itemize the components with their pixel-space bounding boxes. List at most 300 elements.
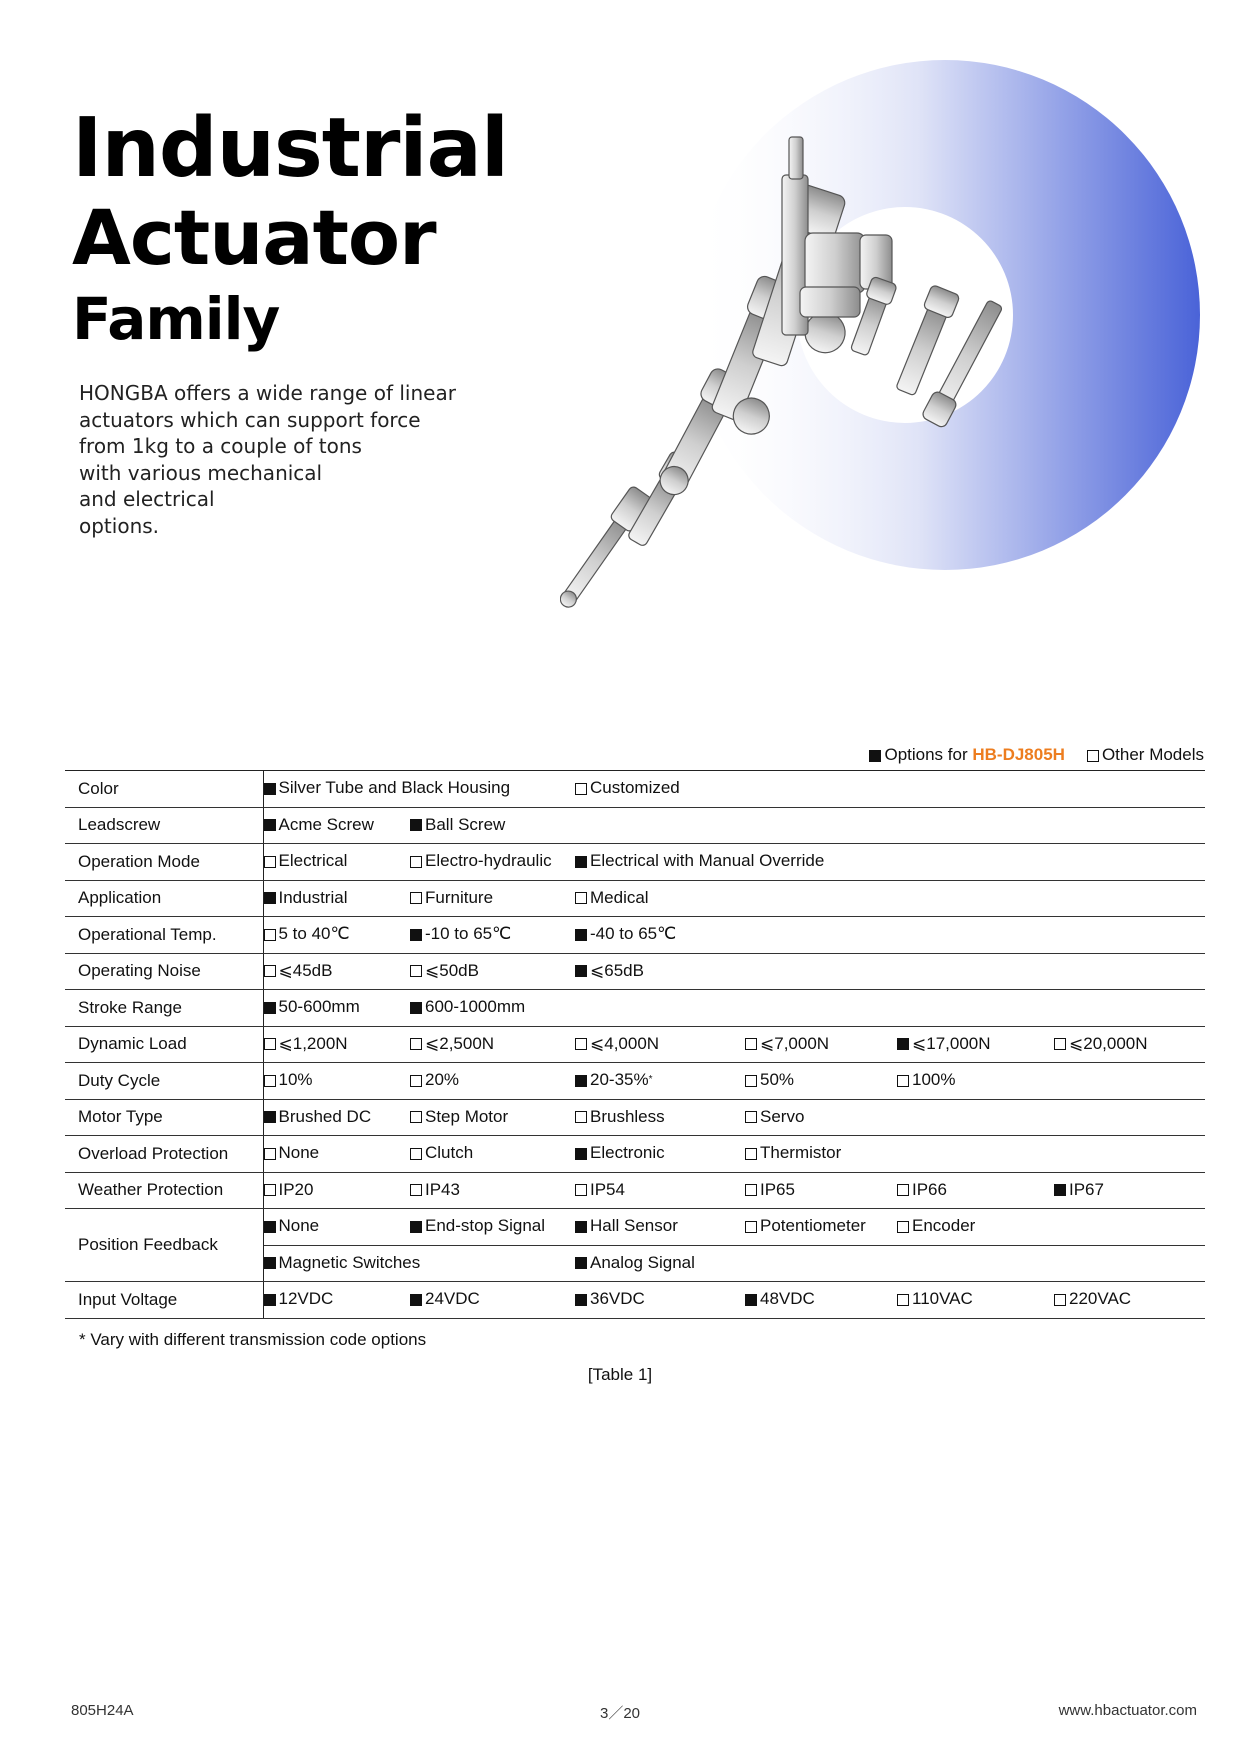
option-text: 5 to 40℃ <box>278 924 350 943</box>
option <box>745 1289 815 1309</box>
option-text: Industrial <box>278 887 348 907</box>
empty-cell <box>1054 771 1205 808</box>
option-cell <box>410 990 575 1027</box>
option-text: Clutch <box>425 1143 474 1162</box>
option-cell <box>575 844 1054 881</box>
empty-checkbox-icon <box>897 1294 909 1306</box>
option-text: 36VDC <box>590 1289 645 1308</box>
empty-checkbox-icon <box>264 965 276 977</box>
option-cell <box>410 953 575 990</box>
spec-label: Color <box>65 771 263 808</box>
option-cell <box>575 953 745 990</box>
option-cell <box>410 1063 575 1100</box>
empty-checkbox-icon <box>410 1148 422 1160</box>
spec-row <box>65 990 1205 1027</box>
option-cell <box>410 1172 575 1209</box>
option-text: Brushed DC <box>278 1106 372 1126</box>
option <box>897 1070 955 1090</box>
option-cell <box>410 917 575 954</box>
spec-label: Dynamic Load <box>65 1026 263 1063</box>
empty-cell <box>745 953 897 990</box>
filled-checkbox-icon <box>410 1002 422 1014</box>
option <box>745 1107 804 1127</box>
hero-graphic <box>560 55 1200 635</box>
spec-row <box>65 1209 1205 1246</box>
empty-cell <box>897 880 1054 917</box>
option-cell <box>263 917 410 954</box>
filled-checkbox-icon <box>745 1294 757 1306</box>
option <box>575 924 676 944</box>
option-cell <box>1054 1172 1205 1209</box>
option-cell <box>263 807 410 844</box>
actuator-small <box>560 485 654 613</box>
empty-cell <box>1054 844 1205 881</box>
option-cell <box>745 1063 897 1100</box>
option-text: -10 to 65℃ <box>425 924 512 943</box>
options-legend <box>869 745 1204 765</box>
filled-checkbox-icon <box>575 1075 587 1087</box>
filled-checkbox-icon <box>264 783 276 795</box>
option-text: IP66 <box>912 1179 947 1199</box>
intro-line: actuators which can support force <box>79 407 421 432</box>
spec-label: Input Voltage <box>65 1282 263 1319</box>
option-cell <box>410 1026 575 1063</box>
option <box>410 1034 494 1054</box>
option-text: 110VAC <box>912 1289 973 1308</box>
option <box>410 1143 473 1163</box>
filled-checkbox-icon <box>264 1257 276 1269</box>
option-cell <box>745 1282 897 1319</box>
spec-row <box>65 807 1205 844</box>
empty-checkbox-icon <box>264 929 276 941</box>
option <box>1054 1180 1104 1200</box>
empty-checkbox-icon <box>575 892 587 904</box>
spec-label: Application <box>65 880 263 917</box>
spec-label: Operating Noise <box>65 953 263 990</box>
option-text: Encoder <box>912 1216 976 1235</box>
option-cell <box>575 880 745 917</box>
option-text: Medical <box>590 887 649 907</box>
option-cell <box>897 1063 1054 1100</box>
option-cell <box>575 1172 745 1209</box>
empty-cell <box>745 807 897 844</box>
option-text: End-stop Signal <box>425 1216 546 1235</box>
option-cell <box>575 1282 745 1319</box>
empty-checkbox-icon <box>745 1038 757 1050</box>
spec-row <box>65 1099 1205 1136</box>
option-cell <box>897 1209 1054 1246</box>
option <box>264 815 374 835</box>
option <box>264 1253 421 1273</box>
option-text: Silver Tube and Black Housing <box>278 778 511 797</box>
option-text: Electronic <box>590 1143 665 1162</box>
option <box>575 1289 645 1309</box>
option <box>575 1216 678 1236</box>
option <box>410 851 552 871</box>
empty-checkbox-icon <box>410 892 422 904</box>
spec-row <box>65 1136 1205 1173</box>
empty-cell <box>1054 880 1205 917</box>
option-text: 50% <box>760 1070 795 1089</box>
option-text: ⩽1,200N <box>278 1033 348 1053</box>
option-cell <box>897 1282 1054 1319</box>
intro-line: with various mechanical <box>79 460 323 485</box>
spec-row <box>65 917 1205 954</box>
filled-checkbox-icon <box>897 1038 909 1050</box>
option <box>410 1289 480 1309</box>
option-text: ⩽20,000N <box>1069 1033 1148 1053</box>
empty-cell <box>897 1136 1054 1173</box>
empty-cell <box>1054 1209 1205 1246</box>
option-text: IP67 <box>1069 1179 1104 1199</box>
option <box>264 1107 372 1127</box>
option-cell <box>263 1209 410 1246</box>
option-text: Electrical with Manual Override <box>590 851 825 870</box>
filled-checkbox-icon <box>264 1221 276 1233</box>
empty-cell <box>897 990 1054 1027</box>
filled-checkbox-icon <box>264 819 276 831</box>
option <box>575 961 644 981</box>
spec-row <box>65 844 1205 881</box>
option-text: IP54 <box>590 1179 625 1199</box>
empty-checkbox-icon <box>745 1148 757 1160</box>
legend-other-text: Other Models <box>1101 745 1204 764</box>
option-cell <box>263 1136 410 1173</box>
option-cell <box>263 844 410 881</box>
option-text: Customized <box>590 778 680 797</box>
option-text: Potentiometer <box>760 1216 866 1235</box>
filled-checkbox-icon <box>575 1294 587 1306</box>
option <box>410 1180 460 1200</box>
option <box>264 1180 314 1200</box>
option <box>264 1289 334 1309</box>
empty-checkbox-icon <box>410 1111 422 1123</box>
option <box>264 888 348 908</box>
option <box>264 1143 320 1163</box>
empty-cell <box>575 807 745 844</box>
empty-checkbox-icon <box>575 1038 587 1050</box>
option <box>745 1216 866 1236</box>
filled-checkbox-icon <box>410 1294 422 1306</box>
spec-label: Motor Type <box>65 1099 263 1136</box>
option-text: Ball Screw <box>425 814 506 834</box>
option <box>410 1070 459 1090</box>
option <box>410 961 479 981</box>
spec-label: Duty Cycle <box>65 1063 263 1100</box>
empty-cell <box>897 1245 1054 1282</box>
empty-checkbox-icon <box>897 1184 909 1196</box>
option <box>575 1180 625 1200</box>
empty-checkbox-icon <box>264 856 276 868</box>
empty-cell <box>1054 917 1205 954</box>
option <box>745 1143 841 1163</box>
option <box>410 924 511 944</box>
option-cell <box>410 807 575 844</box>
empty-checkbox-icon <box>264 1184 276 1196</box>
empty-checkbox-icon <box>575 1184 587 1196</box>
spec-row <box>65 953 1205 990</box>
option-text: 220VAC <box>1069 1289 1132 1308</box>
option-text: 48VDC <box>760 1289 815 1308</box>
empty-cell <box>575 990 745 1027</box>
model-name: HB-DJ805H <box>972 745 1065 764</box>
option-text: None <box>278 1216 320 1235</box>
empty-cell <box>1054 1063 1205 1100</box>
option-cell <box>263 1026 410 1063</box>
option-cell <box>263 953 410 990</box>
option-text: 20-35% <box>590 1070 649 1089</box>
option <box>575 851 824 871</box>
empty-cell <box>897 953 1054 990</box>
option-text: Electrical <box>278 851 348 870</box>
option-text: Electro-hydraulic <box>425 851 552 870</box>
legend-selected <box>869 745 1064 765</box>
filled-checkbox-icon <box>869 750 881 762</box>
option <box>745 1070 794 1090</box>
empty-checkbox-icon <box>575 1111 587 1123</box>
option-text: ⩽2,500N <box>425 1033 495 1053</box>
option-text: ⩽65dB <box>590 960 644 980</box>
option-cell <box>410 880 575 917</box>
empty-checkbox-icon <box>745 1075 757 1087</box>
spec-label: Overload Protection <box>65 1136 263 1173</box>
option-text: ⩽4,000N <box>590 1033 660 1053</box>
actuator-family-illustration <box>560 55 1200 635</box>
document-code: 805H24A <box>71 1702 134 1719</box>
filled-checkbox-icon <box>575 965 587 977</box>
option <box>575 1143 665 1163</box>
option-text: ⩽7,000N <box>760 1033 830 1053</box>
option <box>264 778 511 798</box>
option <box>410 997 525 1017</box>
intro-line: and electrical <box>79 487 215 511</box>
spec-row <box>65 771 1205 808</box>
specification-table-body <box>65 771 1205 1319</box>
spec-row <box>65 1063 1205 1100</box>
spec-row <box>65 1172 1205 1209</box>
option <box>575 1107 665 1127</box>
option-text: Hall Sensor <box>590 1216 678 1235</box>
filled-checkbox-icon <box>575 1221 587 1233</box>
option-text: Brushless <box>590 1106 665 1126</box>
intro-line: HONGBA offers a wide range of linear <box>79 381 456 405</box>
title-line-2: Actuator <box>72 193 436 282</box>
option-cell <box>263 1172 410 1209</box>
option <box>264 1216 320 1236</box>
option-text: 20% <box>425 1070 460 1089</box>
empty-checkbox-icon <box>264 1038 276 1050</box>
empty-cell <box>745 917 897 954</box>
option <box>897 1289 973 1309</box>
filled-checkbox-icon <box>410 819 422 831</box>
empty-checkbox-icon <box>410 1184 422 1196</box>
filled-checkbox-icon <box>264 1294 276 1306</box>
option-cell <box>1054 1026 1205 1063</box>
option-cell <box>745 1172 897 1209</box>
option <box>897 1216 975 1236</box>
option-text: Step Motor <box>425 1106 509 1126</box>
option-cell <box>263 1099 410 1136</box>
empty-checkbox-icon <box>745 1184 757 1196</box>
option <box>410 888 493 908</box>
legend-selected-text: Options for <box>884 745 968 764</box>
option-cell <box>745 1209 897 1246</box>
option <box>1054 1034 1148 1054</box>
option <box>410 1107 508 1127</box>
option <box>264 924 350 944</box>
option-text: Servo <box>760 1106 805 1126</box>
empty-checkbox-icon <box>264 1148 276 1160</box>
option-text: 24VDC <box>425 1289 480 1308</box>
empty-checkbox-icon <box>410 1038 422 1050</box>
empty-cell <box>1054 1136 1205 1173</box>
empty-cell <box>1054 1099 1205 1136</box>
empty-checkbox-icon <box>1054 1038 1066 1050</box>
option-cell <box>263 880 410 917</box>
option-cell <box>263 990 410 1027</box>
website-link[interactable]: www.hbactuator.com <box>1058 1702 1197 1719</box>
option <box>410 1216 545 1236</box>
empty-cell <box>897 807 1054 844</box>
filled-checkbox-icon <box>264 1002 276 1014</box>
filled-checkbox-icon <box>575 1257 587 1269</box>
option-cell <box>575 771 1054 808</box>
option-text: -40 to 65℃ <box>590 924 677 943</box>
option-cell <box>410 1282 575 1319</box>
filled-checkbox-icon <box>410 1221 422 1233</box>
filled-checkbox-icon <box>410 929 422 941</box>
option <box>264 961 333 981</box>
empty-cell <box>1054 807 1205 844</box>
option-cell <box>410 1136 575 1173</box>
option-cell <box>575 1245 897 1282</box>
empty-cell <box>897 917 1054 954</box>
option <box>575 1034 659 1054</box>
option-text: Acme Screw <box>278 814 374 834</box>
specification-table <box>65 770 1205 1319</box>
filled-checkbox-icon <box>575 856 587 868</box>
option-cell <box>263 1282 410 1319</box>
spec-label: Position Feedback <box>65 1209 263 1282</box>
option <box>410 815 505 835</box>
option-cell <box>263 771 575 808</box>
option-cell <box>897 1172 1054 1209</box>
empty-cell <box>1054 990 1205 1027</box>
spec-row <box>65 1026 1205 1063</box>
intro-line: from 1kg to a couple of tons <box>79 434 362 458</box>
option-cell <box>263 1245 575 1282</box>
option <box>264 1034 348 1054</box>
option-cell <box>575 1063 745 1100</box>
empty-checkbox-icon <box>410 1075 422 1087</box>
option-cell <box>410 1099 575 1136</box>
page-number: 3／20 <box>599 1705 641 1722</box>
spec-label: Operational Temp. <box>65 917 263 954</box>
option-cell <box>575 1209 745 1246</box>
option-cell <box>575 1099 745 1136</box>
empty-checkbox-icon <box>410 856 422 868</box>
option-text: IP20 <box>278 1179 314 1199</box>
empty-checkbox-icon <box>410 965 422 977</box>
filled-checkbox-icon <box>264 1111 276 1123</box>
option <box>745 1034 829 1054</box>
empty-checkbox-icon <box>1054 1294 1066 1306</box>
option-text: ⩽45dB <box>278 960 333 980</box>
spec-label: Weather Protection <box>65 1172 263 1209</box>
option <box>264 851 348 871</box>
option-text: Furniture <box>425 887 494 907</box>
option-cell <box>745 1099 897 1136</box>
title-line-3: Family <box>72 285 280 353</box>
option-text: 12VDC <box>278 1289 334 1308</box>
spec-row <box>65 1282 1205 1319</box>
empty-checkbox-icon <box>1087 750 1099 762</box>
option-text: IP65 <box>760 1179 795 1199</box>
option <box>1054 1289 1131 1309</box>
intro-paragraph <box>79 380 459 539</box>
empty-checkbox-icon <box>745 1221 757 1233</box>
option <box>575 888 649 908</box>
option-cell <box>575 1136 745 1173</box>
filled-checkbox-icon <box>1054 1184 1066 1196</box>
option-cell <box>897 1026 1054 1063</box>
empty-checkbox-icon <box>897 1221 909 1233</box>
option-text: IP43 <box>425 1179 460 1199</box>
option-text: Thermistor <box>760 1143 842 1162</box>
option <box>575 778 680 798</box>
intro-line: options. <box>79 513 160 538</box>
footnote: * Vary with different transmission code options <box>79 1330 427 1349</box>
option-text: Magnetic Switches <box>278 1252 421 1272</box>
empty-cell <box>1054 1245 1205 1282</box>
spec-label: Operation Mode <box>65 844 263 881</box>
empty-checkbox-icon <box>745 1111 757 1123</box>
option: 20-35% * <box>575 1070 653 1090</box>
spec-row <box>65 880 1205 917</box>
option <box>264 1070 313 1090</box>
empty-checkbox-icon <box>575 783 587 795</box>
option-text: 10% <box>278 1070 313 1089</box>
spec-label: Stroke Range <box>65 990 263 1027</box>
option-text: 100% <box>912 1070 956 1089</box>
empty-checkbox-icon <box>897 1075 909 1087</box>
option-cell <box>745 1136 897 1173</box>
empty-cell <box>745 880 897 917</box>
option-cell <box>263 1063 410 1100</box>
option-text: 600-1000mm <box>425 997 526 1016</box>
option <box>264 997 360 1017</box>
empty-cell <box>1054 953 1205 990</box>
filled-checkbox-icon <box>575 1148 587 1160</box>
option <box>897 1034 991 1054</box>
spec-label: Leadscrew <box>65 807 263 844</box>
option-text: 50-600mm <box>278 997 360 1016</box>
option <box>897 1180 947 1200</box>
option-cell <box>575 1026 745 1063</box>
option-text: ⩽50dB <box>425 960 479 980</box>
option-cell <box>410 844 575 881</box>
empty-checkbox-icon <box>264 1075 276 1087</box>
legend-other <box>1087 745 1204 765</box>
option-cell <box>1054 1282 1205 1319</box>
empty-cell <box>745 990 897 1027</box>
option <box>745 1180 795 1200</box>
option-cell <box>575 917 745 954</box>
empty-cell <box>897 1099 1054 1136</box>
filled-checkbox-icon <box>575 929 587 941</box>
option-cell <box>745 1026 897 1063</box>
option-cell <box>410 1209 575 1246</box>
